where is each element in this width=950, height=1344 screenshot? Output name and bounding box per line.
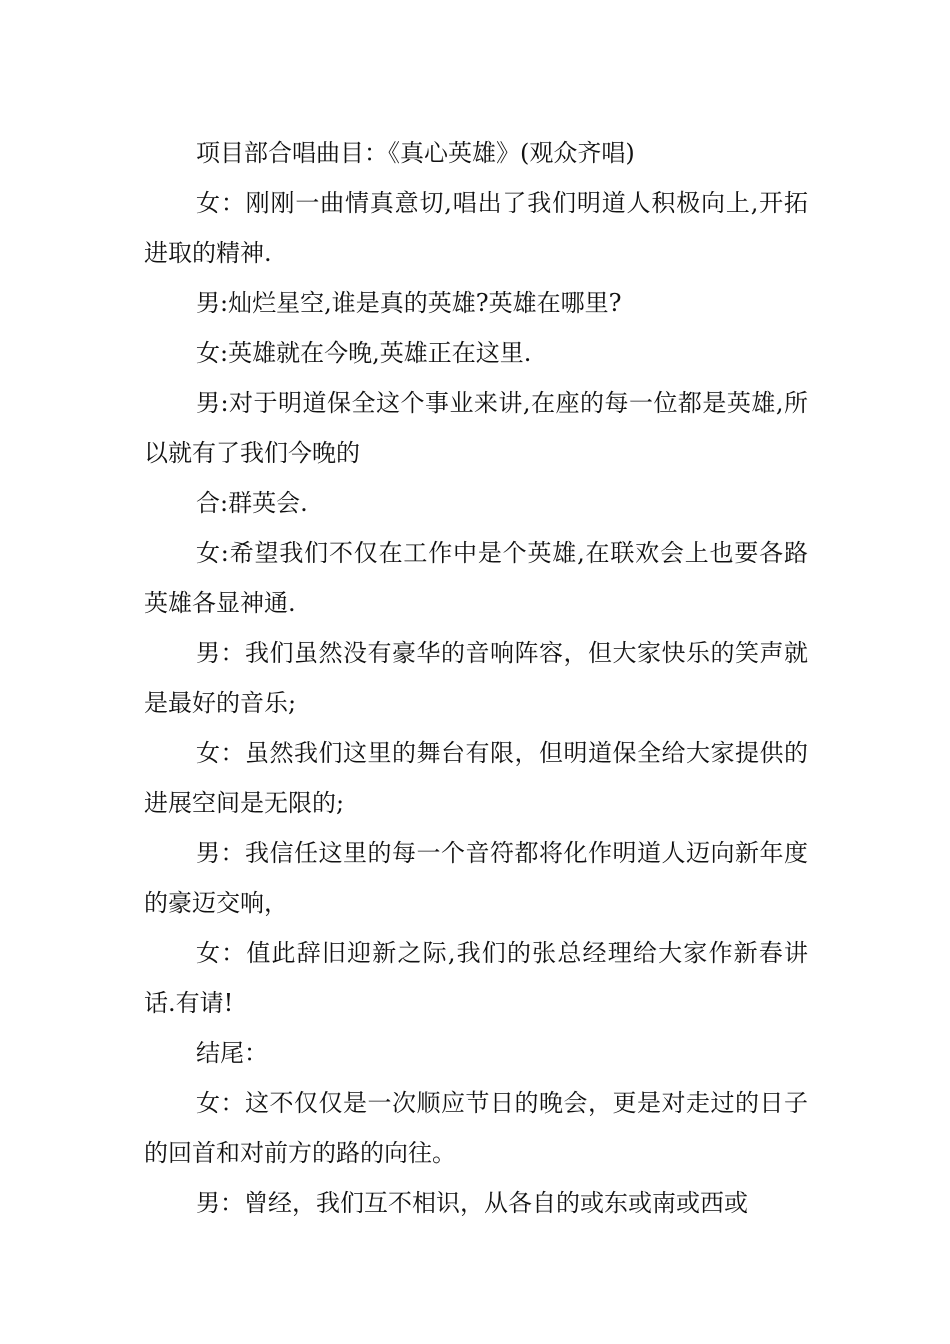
document-body: [144, 128, 808, 1228]
paragraph: 男:对于明道保全这个事业来讲,在座的每一位都是英雄,所以就有了我们今晚的: [144, 389, 808, 467]
paragraph: 男：我们虽然没有豪华的音响阵容，但大家快乐的笑声就是最好的音乐;: [144, 639, 808, 717]
paragraph: 女：虽然我们这里的舞台有限，但明道保全给大家提供的进展空间是无限的;: [144, 739, 808, 817]
paragraph-program-title: 项目部合唱曲目：《真心英雄》(观众齐唱): [196, 139, 635, 167]
paragraph: 女:希望我们不仅在工作中是个英雄,在联欢会上也要各路英雄各显神通.: [144, 539, 808, 617]
paragraph: 男：我信任这里的每一个音符都将化作明道人迈向新年度的豪迈交响，: [144, 839, 808, 917]
paragraph: 合:群英会.: [196, 489, 308, 517]
paragraph: 女：这不仅仅是一次顺应节日的晚会，更是对走过的日子的回首和对前方的路的向往。: [144, 1089, 808, 1167]
paragraph: 女：值此辞旧迎新之际,我们的张总经理给大家作新春讲话.有请!: [144, 939, 808, 1017]
paragraph: 男：曾经，我们互不相识，从各自的或东或南或西或: [196, 1189, 748, 1217]
paragraph: 女：刚刚一曲情真意切,唱出了我们明道人积极向上,开拓进取的精神.: [144, 189, 808, 267]
paragraph: 女:英雄就在今晚,英雄正在这里.: [196, 339, 532, 367]
section-heading-ending: 结尾：: [196, 1039, 268, 1067]
paragraph: 男:灿烂星空,谁是真的英雄?英雄在哪里?: [196, 289, 622, 317]
